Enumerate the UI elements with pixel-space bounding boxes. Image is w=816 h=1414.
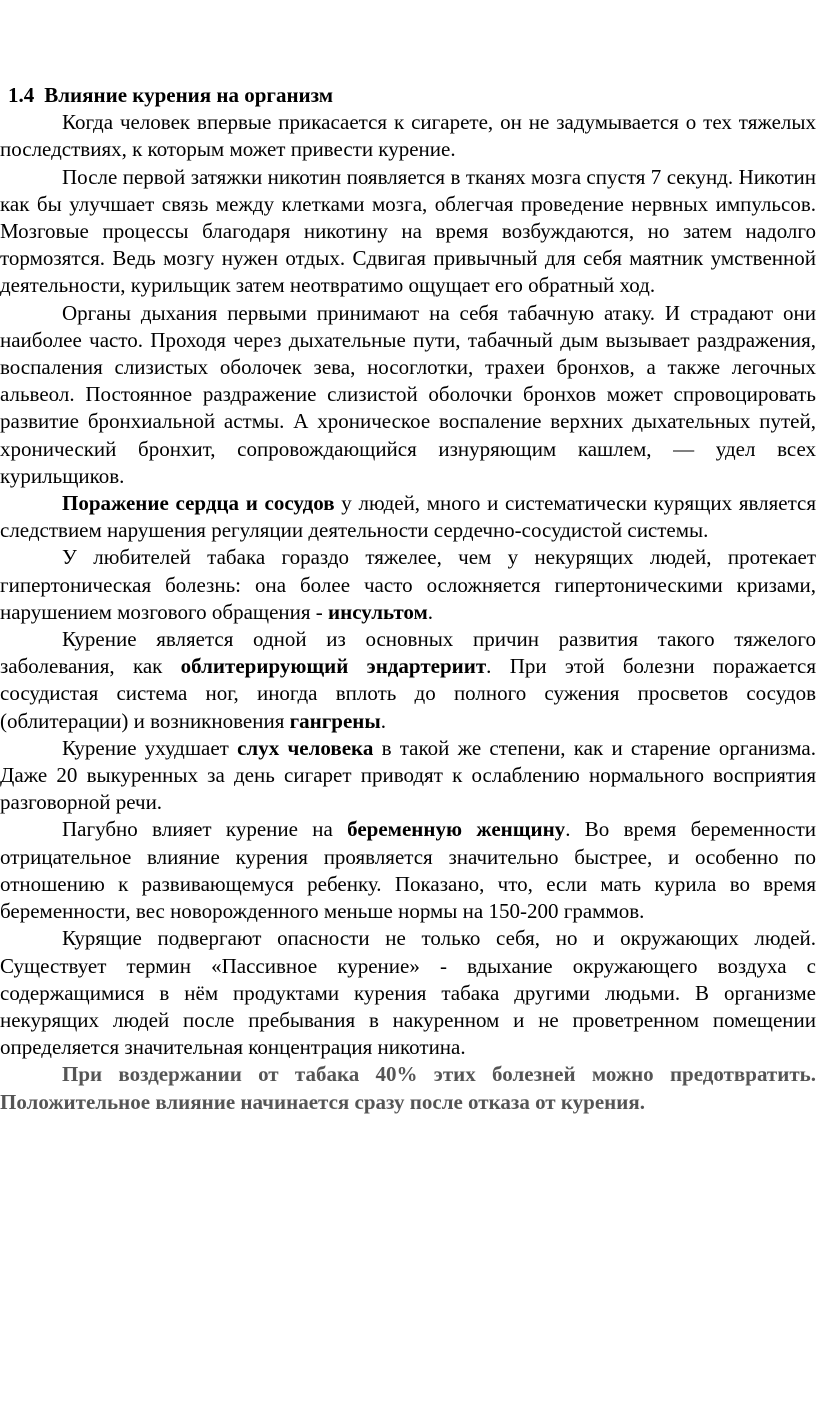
section-title: Влияние курения на организм	[44, 83, 334, 107]
paragraph-pregnancy	[0, 816, 816, 925]
bold-term: облитерирующий эндартериит	[180, 654, 487, 679]
bold-term: беременную женщину	[347, 817, 566, 842]
bold-term: Поражение сердца и сосудов	[62, 491, 335, 516]
paragraph-respiratory	[0, 300, 816, 490]
bold-term: инсультом	[328, 599, 428, 624]
paragraph-text: .	[380, 708, 387, 733]
paragraph-text: У любителей табака гораздо тяжелее, чем у некурящих людей, протекает гипертоническая болезнь: она более часто осложняется гипертоническими кризами, нарушением мозгового обращения -	[0, 545, 816, 624]
document-page	[0, 82, 816, 1116]
paragraph-text: Курение ухудшает	[62, 735, 238, 760]
paragraph-passive-smoking	[0, 925, 816, 1061]
paragraph-text: Пагубно влияет курение на	[62, 817, 348, 842]
bold-term: гангрены	[289, 708, 381, 733]
paragraph-text: Когда человек впервые прикасается к сигарете, он не задумывается о тех тяжелых последствиях, к которым может привести курение.	[0, 110, 816, 162]
paragraph-text: После первой затяжки никотин появляется в тканях мозга спустя 7 секунд. Никотин как бы улучшает связь между клетками мозга, облегчая проведение нервных импульсов. Мозговые процессы благодаря никотину на время возбуждаются, но затем надолго тормозятся. Ведь мозгу нужен отдых. Сдвигая привычный для себя маятник умственной деятельности, курильщик затем неотвратимо ощущает его обратный ход.	[0, 164, 816, 298]
paragraph-endarteritis	[0, 626, 816, 735]
paragraph-hypertension	[0, 544, 816, 626]
bold-term: слух человека	[237, 735, 374, 760]
paragraph-first-contact	[0, 109, 816, 163]
paragraph-text: Курящие подвергают опасности не только себя, но и окружающих людей. Существует термин «Пассивное курение» - вдыхание окружающего воздуха с содержащимися в нём продуктами курения табака другими людьми. В организме некурящих людей после пребывания в накуренном и не проветренном помещении определяется значительная концентрация никотина.	[0, 926, 816, 1060]
paragraph-text: Органы дыхания первыми принимают на себя табачную атаку. И страдают они наиболее часто. Проходя через дыхательные пути, табачный дым вызывает раздражения, воспаления слизистых оболочек зева, носоглотки, трахеи бронхов, а также легочных альвеол. Постоянное раздражение слизистой оболочки бронхов может спровоцировать развитие бронхиальной астмы. А хроническое воспаление верхних дыхательных путей, хронический бронхит, сопровождающийся изнуряющим кашлем, — удел всех курильщиков.	[0, 300, 816, 488]
paragraph-text: .	[427, 599, 434, 624]
paragraph-text: Курение является одной из основных причин развития такого тяжелого заболевания, как	[0, 627, 816, 679]
paragraph-text: . При этой болезни поражается сосудистая система ног, иногда вплоть до полного сужения просветов сосудов (облитерации) и возникновения	[0, 654, 816, 733]
paragraph-text: . Во время беременности отрицательное влияние курения проявляется значительно быстрее, и особенно по отношению к развивающемуся ребенку. Показано, что, если мать курила во время беременности, вес новорожденного меньше нормы на 150-200 граммов.	[0, 817, 816, 924]
section-number: 1.4	[8, 83, 35, 107]
paragraph-text: у людей, много и систематически курящих является следствием нарушения регуляции деятельности сердечно-сосудистой системы.	[0, 491, 816, 543]
conclusion-paragraph: При воздержании от табака 40% этих болезней можно предотвратить. Положительное влияние начинается сразу после отказа от курения.	[0, 1062, 816, 1114]
paragraph-text: в такой же степени, как и старение организма. Даже 20 выкуренных за день сигарет приводят к ослаблению нормального восприятия разговорной речи.	[0, 735, 816, 815]
section-heading	[0, 82, 816, 109]
paragraph-hearing	[0, 735, 816, 817]
paragraph-nicotine-brain	[0, 164, 816, 300]
paragraph-heart-vessels	[0, 490, 816, 544]
